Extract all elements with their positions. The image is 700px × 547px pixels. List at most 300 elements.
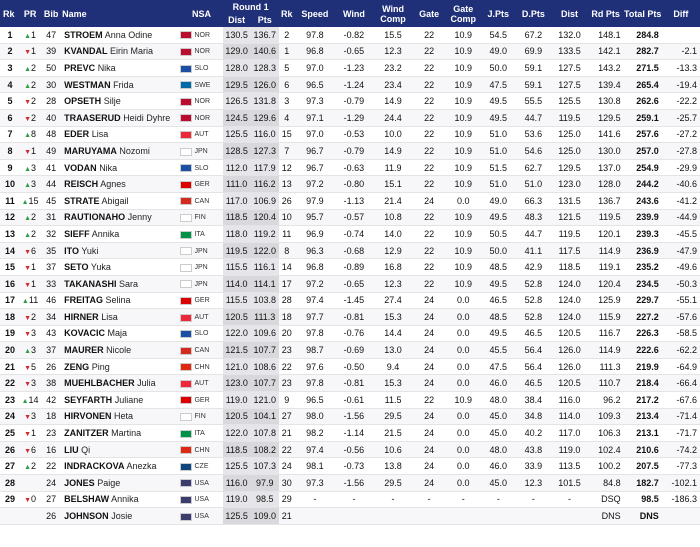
distance-cell: [551, 508, 587, 525]
athlete-given-name[interactable]: Qi: [81, 444, 91, 455]
distance-cell: 120.5: [558, 328, 581, 339]
table-row[interactable]: [0, 60, 700, 77]
nsa-cell: [180, 325, 222, 342]
speed-cell: 98.2: [306, 428, 324, 439]
nsa-code: NOR: [194, 48, 211, 56]
table-row[interactable]: [0, 408, 700, 425]
table-row[interactable]: [0, 458, 700, 475]
nsa-cell: [180, 192, 222, 209]
gate-comp-cell: 0.0: [445, 309, 481, 326]
prev-rank-cell: [20, 143, 40, 160]
nsa-cell: [180, 126, 222, 143]
rank-cell: 23: [5, 394, 16, 405]
wind-comp-cell: 24.4: [373, 109, 413, 126]
athlete-given-name[interactable]: Anezka: [126, 461, 157, 472]
round-pts-cell: 116.2: [251, 176, 279, 193]
table-row[interactable]: [0, 342, 700, 359]
round-pts-cell: 120.4: [251, 209, 279, 226]
gate-cell: 22: [424, 29, 435, 40]
distance-cell: 129.5: [558, 162, 581, 173]
nsa-code: USA: [194, 513, 209, 521]
athlete-surname[interactable]: ITO: [64, 245, 79, 256]
athlete-surname[interactable]: HIRNER: [64, 311, 99, 322]
wind-cell: -0.61: [343, 394, 365, 405]
gate-cell: 22: [424, 96, 435, 107]
round-pts-cell: 111.3: [251, 309, 279, 326]
athlete-surname[interactable]: JOHNSON: [64, 511, 109, 522]
judge-pts-cell: 48.5: [489, 262, 508, 273]
distance-cell: 124.0: [551, 275, 587, 292]
round-rank-cell: 20: [281, 328, 292, 339]
header-round-pts[interactable]: Pts: [251, 13, 279, 27]
flag-icon: [180, 297, 192, 305]
speed-cell: 97.6: [306, 361, 324, 372]
total-pts-cell: DNS: [624, 508, 662, 525]
athlete-surname[interactable]: MAURER: [64, 345, 104, 356]
table-row[interactable]: [0, 159, 700, 176]
distance-pts-cell: 40.2: [524, 428, 543, 439]
header-speed[interactable]: Speed: [295, 0, 335, 27]
nsa-code: CAN: [194, 347, 210, 355]
speed-cell: 97.3: [295, 475, 335, 492]
prev-rank-value: 11: [28, 295, 39, 306]
rank-cell: 18: [0, 309, 20, 326]
flag-icon: [180, 396, 192, 404]
table-row[interactable]: [0, 491, 700, 508]
total-pts-cell: 254.9: [636, 162, 659, 173]
header-total-pts[interactable]: Total Pts: [624, 0, 662, 27]
athlete-surname[interactable]: KVANDAL: [64, 46, 108, 57]
judge-pts-cell: 45.0: [481, 408, 515, 425]
table-row[interactable]: [0, 143, 700, 160]
round-rank-cell: 21: [281, 428, 292, 439]
diff-cell: -67.6: [676, 394, 697, 405]
round-pts-cell: 106.9: [251, 192, 279, 209]
athlete-given-name[interactable]: Juliane: [114, 394, 144, 405]
round-pts-cell: 126.0: [251, 76, 279, 93]
prev-rank-cell: [20, 275, 40, 292]
athlete-name-cell: [62, 325, 180, 342]
distance-cell: 124.0: [551, 309, 587, 326]
header-round-dist[interactable]: Dist: [223, 13, 251, 27]
distance-cell: 119.0: [551, 441, 587, 458]
judge-pts-cell: 49.0: [481, 43, 515, 60]
diff-cell: -62.2: [662, 342, 700, 359]
header-jpts[interactable]: J.Pts: [481, 0, 515, 27]
athlete-surname[interactable]: FREITAG: [64, 295, 103, 306]
athlete-given-name[interactable]: Yuka: [90, 262, 111, 273]
table-row[interactable]: [0, 109, 700, 126]
wind-cell: -0.63: [343, 162, 365, 173]
gate-cell: 22: [424, 129, 435, 140]
speed-cell: 96.9: [306, 228, 324, 239]
header-diff[interactable]: Diff: [662, 0, 700, 27]
header-nsa[interactable]: NSA: [180, 0, 222, 27]
round-rank-cell: 8: [279, 242, 295, 259]
total-pts-cell: 182.7: [624, 475, 662, 492]
nsa-cell: [180, 27, 222, 43]
athlete-surname[interactable]: EDER: [64, 129, 90, 140]
athlete-surname[interactable]: INDRACKOVA: [64, 461, 125, 472]
round-dist-cell: 119.0: [223, 392, 251, 409]
total-pts-cell: 271.5: [636, 62, 659, 73]
athlete-surname[interactable]: RAUTIONAHO: [64, 212, 126, 223]
prev-rank-value: 6: [31, 245, 37, 256]
wind-comp-cell: 12.9: [373, 242, 413, 259]
round-pts-cell: 117.9: [251, 159, 279, 176]
header-wind[interactable]: Wind: [335, 0, 373, 27]
table-row[interactable]: [0, 209, 700, 226]
table-row[interactable]: [0, 358, 700, 375]
athlete-surname[interactable]: SETO: [64, 262, 89, 273]
rank-cell: 7: [7, 129, 13, 140]
athlete-surname[interactable]: ZENG: [64, 361, 90, 372]
header-name[interactable]: Name: [62, 0, 180, 27]
athlete-given-name[interactable]: Lisa: [91, 129, 109, 140]
judge-pts-cell: 50.0: [481, 242, 515, 259]
gate-comp-cell: 10.9: [454, 394, 472, 405]
flag-icon: [180, 347, 192, 355]
header-wind-comp[interactable]: Wind Comp: [373, 0, 413, 27]
athlete-surname[interactable]: TAKANASHI: [64, 278, 117, 289]
flag-icon: [180, 31, 192, 39]
athlete-given-name[interactable]: Julia: [137, 378, 156, 389]
flag-icon: [180, 164, 192, 172]
round-pts-cell: 107.7: [251, 342, 279, 359]
judge-pts-cell: [481, 508, 515, 525]
distance-pts-cell: -: [531, 494, 535, 505]
athlete-given-name[interactable]: Annika: [111, 494, 139, 505]
athlete-name-cell: [62, 392, 180, 409]
rank-cell: 20: [0, 342, 20, 359]
arrow-up-icon: ▲: [24, 464, 32, 472]
athlete-given-name[interactable]: Paige: [97, 477, 121, 488]
round-dist-cell: 114.0: [223, 275, 251, 292]
nsa-code: SLO: [194, 330, 209, 338]
round-dist-cell: 118.5: [223, 441, 251, 458]
athlete-surname[interactable]: SIEFF: [64, 228, 90, 239]
round-rank-cell: 1: [279, 43, 295, 60]
table-row[interactable]: [0, 392, 700, 409]
gate-cell: 24: [413, 375, 445, 392]
wind-cell: -0.57: [335, 209, 373, 226]
round-rank-cell: 21: [279, 508, 295, 525]
prev-rank-cell: [20, 176, 40, 193]
total-pts-cell: 257.0: [624, 143, 662, 160]
athlete-surname[interactable]: ZANITZER: [64, 428, 109, 439]
athlete-given-name[interactable]: Silje: [103, 96, 121, 107]
judge-pts-cell: 49.0: [489, 195, 508, 206]
flag-icon: [180, 81, 192, 89]
judge-pts-cell: 48.0: [489, 394, 508, 405]
round-pts-total-cell: 100.2: [598, 461, 621, 472]
gate-cell: 22: [424, 262, 435, 273]
table-row[interactable]: [0, 508, 700, 525]
nsa-code: JPN: [194, 148, 208, 156]
athlete-surname[interactable]: PREVC: [64, 62, 96, 73]
wind-comp-cell: 21.4: [384, 195, 402, 206]
wind-cell: -0.82: [343, 29, 365, 40]
total-pts-cell: 262.6: [636, 96, 659, 107]
athlete-name-cell: [62, 242, 180, 259]
table-row[interactable]: [0, 475, 700, 492]
wind-comp-cell: 14.0: [384, 228, 402, 239]
table-row[interactable]: [0, 226, 700, 243]
nsa-code: CHN: [194, 446, 210, 454]
total-pts-cell: 217.2: [636, 394, 659, 405]
header-dpts[interactable]: D.Pts: [515, 0, 551, 27]
total-pts-cell: 259.1: [624, 109, 662, 126]
speed-cell: 96.3: [295, 242, 335, 259]
round-rank-cell: 14: [281, 262, 292, 273]
round-pts-total-cell: DSQ: [601, 494, 621, 505]
judge-pts-cell: 45.5: [481, 342, 515, 359]
wind-comp-cell: 11.9: [384, 162, 402, 173]
speed-cell: 96.7: [295, 143, 335, 160]
athlete-name-cell: [62, 441, 180, 458]
judge-pts-cell: 54.5: [489, 29, 508, 40]
distance-pts-cell: 52.8: [524, 295, 543, 306]
table-row[interactable]: [0, 176, 700, 193]
gate-cell: 22: [413, 242, 445, 259]
athlete-name-cell: [62, 93, 180, 110]
table-row[interactable]: [0, 93, 700, 110]
header-gate[interactable]: Gate: [413, 0, 445, 27]
athlete-given-name[interactable]: Lisa: [101, 311, 118, 322]
athlete-given-name[interactable]: Maja: [107, 328, 128, 339]
athlete-surname[interactable]: KOVACIC: [64, 328, 105, 339]
gate-cell: 22: [424, 62, 435, 73]
rank-cell: 4: [0, 76, 20, 93]
rank-cell: 9: [7, 162, 13, 173]
flag-icon: [180, 413, 192, 421]
header-pr[interactable]: PR: [20, 0, 40, 27]
athlete-surname[interactable]: STRATE: [64, 195, 100, 206]
athlete-name-cell: [62, 209, 180, 226]
athlete-surname[interactable]: MARUYAMA: [64, 145, 117, 156]
prev-rank-value: 3: [31, 411, 37, 422]
round-dist-cell: 125.5: [223, 126, 251, 143]
wind-comp-cell: 9.4: [386, 361, 400, 372]
table-row[interactable]: [0, 76, 700, 93]
distance-cell: 113.5: [558, 461, 581, 472]
round-rank-cell: 13: [279, 176, 295, 193]
athlete-given-name[interactable]: Ping: [91, 361, 110, 372]
rank-cell: 27: [5, 461, 16, 472]
prev-rank-cell: [20, 292, 40, 309]
wind-cell: -0.56: [335, 441, 373, 458]
athlete-given-name[interactable]: Sara: [119, 278, 139, 289]
wind-comp-cell: 16.8: [384, 262, 402, 273]
round-pts-total-cell: 129.5: [588, 109, 624, 126]
arrow-down-icon: ▼: [24, 381, 32, 389]
wind-comp-cell: 10.8: [373, 209, 413, 226]
athlete-surname[interactable]: SEYFARTH: [64, 394, 113, 405]
nsa-code: GER: [194, 297, 210, 305]
rank-cell: 3: [7, 62, 13, 73]
nsa-cell: [180, 358, 222, 375]
athlete-given-name[interactable]: Abigail: [101, 195, 129, 206]
rank-cell: 25: [5, 428, 16, 439]
distance-cell: 121.5: [551, 209, 587, 226]
bib-cell: 50: [46, 62, 57, 73]
nsa-cell: [180, 76, 222, 93]
table-row[interactable]: [0, 192, 700, 209]
prev-rank-value: 14: [28, 394, 39, 405]
athlete-given-name[interactable]: Annika: [91, 228, 120, 239]
prev-rank-cell: [20, 109, 40, 126]
rank-cell: 13: [5, 228, 16, 239]
wind-cell: -1.23: [343, 62, 365, 73]
athlete-given-name[interactable]: Josie: [111, 511, 133, 522]
judge-pts-cell: 48.5: [481, 309, 515, 326]
nsa-code: JPN: [194, 247, 208, 255]
athlete-given-name[interactable]: Selina: [105, 295, 131, 306]
table-row[interactable]: [0, 309, 700, 326]
prev-rank-value: 1: [31, 145, 37, 156]
diff-cell: -64.9: [676, 361, 697, 372]
table-row[interactable]: [0, 242, 700, 259]
table-row[interactable]: [0, 275, 700, 292]
athlete-surname[interactable]: STROEM: [64, 29, 103, 40]
bib-cell: 40: [40, 109, 62, 126]
speed-cell: 97.0: [306, 62, 324, 73]
athlete-given-name[interactable]: Eirin Maria: [110, 46, 154, 57]
header-gate-comp[interactable]: Gate Comp: [445, 0, 481, 27]
athlete-given-name[interactable]: Nozomi: [119, 145, 150, 156]
gate-comp-cell: 10.9: [445, 109, 481, 126]
athlete-name-cell: [62, 358, 180, 375]
athlete-given-name[interactable]: Heta: [114, 411, 134, 422]
athlete-given-name[interactable]: Jenny: [127, 212, 152, 223]
nsa-code: USA: [194, 496, 209, 504]
header-dist[interactable]: Dist: [551, 0, 587, 27]
speed-cell: 97.4: [306, 295, 324, 306]
distance-pts-cell: 52.8: [515, 309, 551, 326]
gate-comp-cell: 10.9: [445, 209, 481, 226]
prev-rank-value: 0: [31, 494, 37, 505]
table-row[interactable]: [0, 27, 700, 43]
athlete-given-name[interactable]: Heidi Dyhre: [123, 112, 171, 123]
table-row[interactable]: [0, 425, 700, 442]
diff-cell: -71.7: [676, 428, 697, 439]
prev-rank-value: 2: [31, 62, 37, 73]
diff-cell: -44.9: [662, 209, 700, 226]
gate-comp-cell: 10.9: [454, 29, 472, 40]
round-pts-cell: 129.6: [251, 109, 279, 126]
athlete-surname[interactable]: VODAN: [64, 162, 97, 173]
header-round-rk[interactable]: Rk: [279, 0, 295, 27]
table-row[interactable]: [0, 441, 700, 458]
round-pts-cell: 107.8: [251, 425, 279, 442]
round-pts-cell: 107.7: [251, 375, 279, 392]
wind-cell: -1.14: [343, 428, 365, 439]
bib-cell: 18: [40, 408, 62, 425]
header-bib[interactable]: Bib: [40, 0, 62, 27]
athlete-given-name[interactable]: Nika: [99, 162, 118, 173]
header-rk[interactable]: Rk: [0, 0, 20, 27]
athlete-given-name[interactable]: Agnes: [100, 179, 126, 190]
athlete-given-name[interactable]: Yuki: [81, 245, 99, 256]
athlete-surname[interactable]: OPSETH: [64, 96, 102, 107]
distance-cell: 133.5: [551, 43, 587, 60]
distance-cell: 118.5: [558, 262, 581, 273]
athlete-surname[interactable]: MUEHLBACHER: [64, 378, 135, 389]
table-row[interactable]: [0, 325, 700, 342]
athlete-surname[interactable]: BELSHAW: [64, 494, 110, 505]
total-pts-cell: 213.4: [624, 408, 662, 425]
distance-cell: 125.5: [558, 96, 581, 107]
total-pts-cell: 207.5: [636, 461, 659, 472]
prev-rank-cell: [20, 458, 40, 475]
wind-cell: -1.56: [335, 408, 373, 425]
prev-rank-cell: [20, 375, 40, 392]
nsa-code: AUT: [194, 314, 209, 322]
athlete-surname[interactable]: LIU: [64, 444, 79, 455]
table-row[interactable]: [0, 259, 700, 276]
nsa-code: FIN: [194, 214, 206, 222]
athlete-surname[interactable]: JONES: [64, 477, 95, 488]
round-dist-cell: 117.0: [223, 192, 251, 209]
athlete-surname[interactable]: HIRVONEN: [64, 411, 112, 422]
speed-cell: 97.1: [295, 109, 335, 126]
diff-cell: -50.3: [662, 275, 700, 292]
table-row[interactable]: [0, 375, 700, 392]
table-row[interactable]: [0, 126, 700, 143]
distance-pts-cell: 53.6: [524, 129, 543, 140]
round-pts-total-cell: 114.9: [588, 342, 624, 359]
diff-cell: -49.6: [676, 262, 697, 273]
gate-comp-cell: 10.9: [454, 62, 472, 73]
athlete-given-name[interactable]: Frida: [113, 79, 134, 90]
athlete-surname[interactable]: REISCH: [64, 179, 99, 190]
wind-comp-cell: 10.6: [373, 441, 413, 458]
table-row[interactable]: [0, 43, 700, 60]
athlete-given-name[interactable]: Anna Odine: [104, 29, 153, 40]
athlete-surname[interactable]: TRAASERUD: [64, 112, 121, 123]
nsa-code: FIN: [194, 413, 206, 421]
distance-cell: 119.5: [558, 228, 581, 239]
prev-rank-cell: [20, 491, 40, 508]
athlete-given-name[interactable]: Nika: [97, 62, 116, 73]
athlete-given-name[interactable]: Martina: [111, 428, 142, 439]
nsa-cell: [180, 176, 222, 193]
gate-cell: 22: [413, 275, 445, 292]
total-pts-cell: 239.3: [636, 228, 659, 239]
gate-comp-cell: -: [461, 494, 465, 505]
athlete-surname[interactable]: WESTMAN: [64, 79, 111, 90]
rank-cell: 22: [0, 375, 20, 392]
diff-cell: -40.6: [662, 176, 700, 193]
athlete-given-name[interactable]: Nicole: [106, 345, 132, 356]
judge-pts-cell: 49.5: [481, 209, 515, 226]
prev-rank-cell: [20, 342, 40, 359]
total-pts-cell: 222.6: [624, 342, 662, 359]
gate-comp-cell: 10.9: [445, 76, 481, 93]
prev-rank-cell: [20, 325, 40, 342]
nsa-cell: [180, 392, 222, 409]
round-pts-total-cell: 110.7: [588, 375, 624, 392]
gate-cell: 22: [413, 143, 445, 160]
round-pts-total-cell: 114.9: [588, 242, 624, 259]
wind-comp-cell: 23.2: [384, 62, 402, 73]
header-rd-pts[interactable]: Rd Pts: [588, 0, 624, 27]
table-row[interactable]: [0, 292, 700, 309]
bib-cell: 31: [40, 209, 62, 226]
speed-cell: -: [313, 494, 317, 505]
arrow-down-icon: ▼: [24, 414, 32, 422]
arrow-up-icon: ▲: [24, 32, 32, 40]
